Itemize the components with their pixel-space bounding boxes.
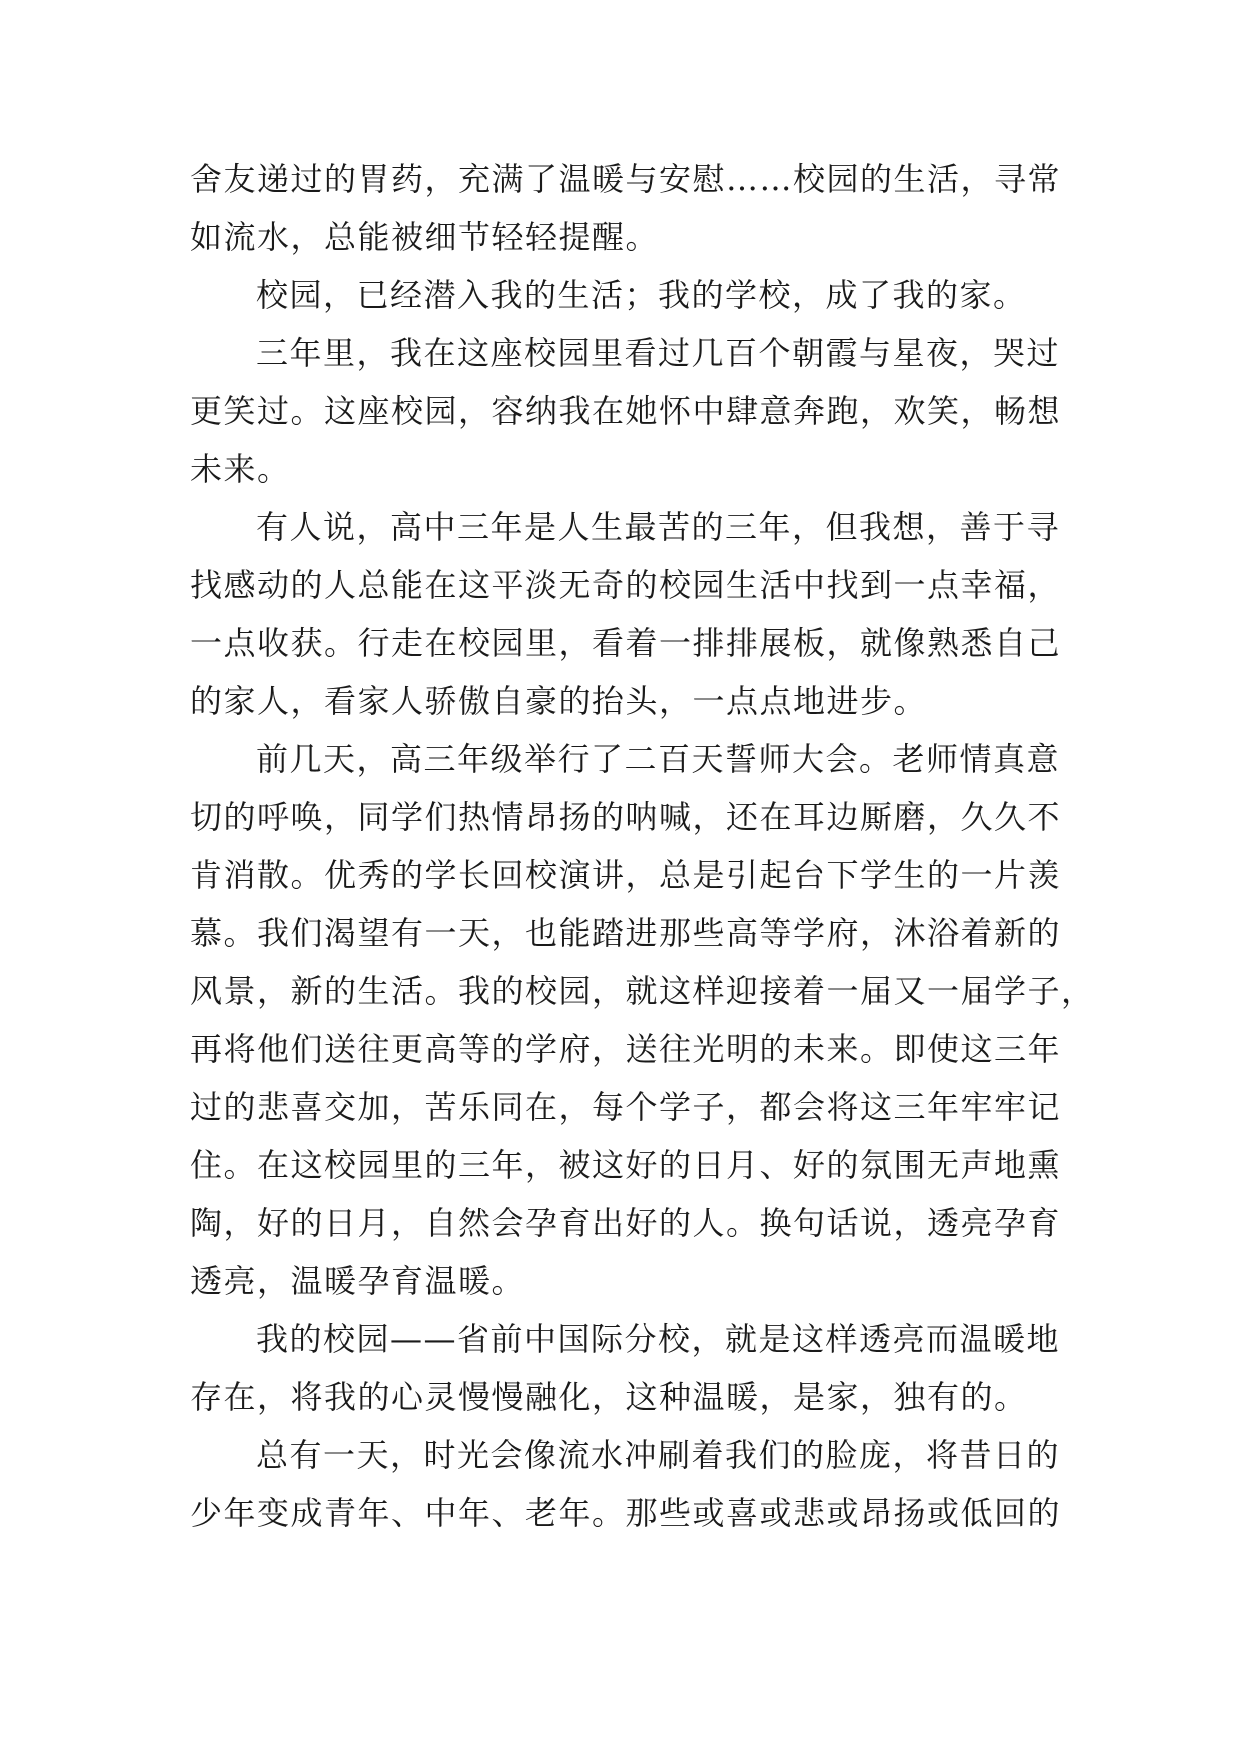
text-line: 切的呼唤，同学们热情昂扬的呐喊，还在耳边厮磨，久久不: [190, 798, 1062, 836]
text-line: 校园，已经潜入我的生活；我的学校，成了我的家。: [256, 276, 1027, 314]
text-line: 透亮，温暖孕育温暖。: [190, 1262, 526, 1300]
text-line: 过的悲喜交加，苦乐同在，每个学子，都会将这三年牢牢记: [190, 1088, 1062, 1126]
text-line: 的家人，看家人骄傲自豪的抬头，一点点地进步。: [190, 682, 928, 720]
text-line: 慕。我们渴望有一天，也能踏进那些高等学府，沐浴着新的: [190, 914, 1062, 952]
text-line: 住。在这校园里的三年，被这好的日月、好的氛围无声地熏: [190, 1146, 1062, 1184]
text-line: 找感动的人总能在这平淡无奇的校园生活中找到一点幸福，: [190, 566, 1062, 604]
text-line: 一点收获。行走在校园里，看着一排排展板，就像熟悉自己: [190, 624, 1062, 662]
document-body: [190, 150, 1095, 1542]
text-line: 总有一天，时光会像流水冲刷着我们的脸庞，将昔日的: [256, 1436, 1061, 1474]
text-line: 未来。: [190, 450, 291, 488]
text-line: 少年变成青年、中年、老年。那些或喜或悲或昂扬或低回的: [190, 1494, 1062, 1532]
text-line: 陶，好的日月，自然会孕育出好的人。换句话说，透亮孕育: [190, 1204, 1062, 1242]
text-line: 肯消散。优秀的学长回校演讲，总是引起台下学生的一片羡: [190, 856, 1062, 894]
text-line: 舍友递过的胃药，充满了温暖与安慰……校园的生活，寻常: [190, 160, 1062, 198]
text-line: 如流水，总能被细节轻轻提醒。: [190, 218, 660, 256]
text-line: 我的校园——省前中国际分校，就是这样透亮而温暖地: [256, 1320, 1061, 1358]
text-line: 更笑过。这座校园，容纳我在她怀中肆意奔跑，欢笑，畅想: [190, 392, 1062, 430]
text-line: 有人说，高中三年是人生最苦的三年，但我想，善于寻: [256, 508, 1061, 546]
text-line: 风景，新的生活。我的校园，就这样迎接着一届又一届学子，: [190, 972, 1095, 1010]
text-line: 三年里，我在这座校园里看过几百个朝霞与星夜，哭过: [256, 334, 1061, 372]
text-line: 存在，将我的心灵慢慢融化，这种温暖，是家，独有的。: [190, 1378, 1028, 1416]
text-line: 前几天，高三年级举行了二百天誓师大会。老师情真意: [256, 740, 1061, 778]
text-line: 再将他们送往更高等的学府，送往光明的未来。即使这三年: [190, 1030, 1062, 1068]
